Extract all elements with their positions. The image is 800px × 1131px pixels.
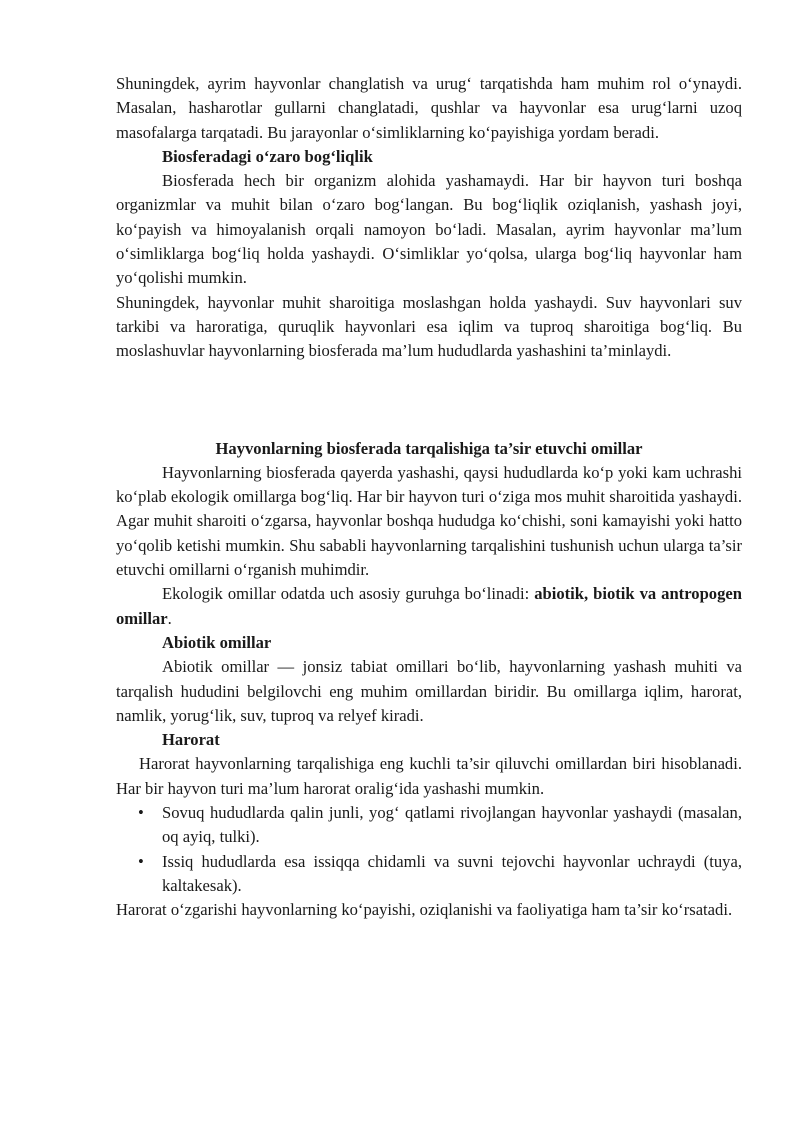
temperature-bullet-list: [116, 801, 742, 898]
paragraph-temperature: Harorat hayvonlarning tarqalishiga eng kuchli ta’sir qiluvchi omillardan biri hisoblanadi. Har bir hayvon turi ma’lum harorat oralig‘ida yashashi mumkin.: [116, 754, 742, 798]
paragraph-interdependence: Biosferada hech bir organizm alohida yashamaydi. Har bir hayvon turi boshqa organizmlar va muhit bilan o‘zaro bog‘langan. Bu bog‘liqlik oziqlanish, yashash joyi, ko‘payish va himoyalanish orqali namoyon bo‘ladi. Masalan, ayrim hayvonlar ma’lum o‘simliklarga bog‘liq holda yashaydi. O‘simliklar yo‘qolsa, ularga bog‘liq hayvonlar ham yo‘qolishi mumkin.: [116, 171, 742, 288]
list-item-text: Issiq hududlarda esa issiqqa chidamli va suvni tejovchi hayvonlar uchraydi (tuya, kaltakesak).: [162, 851, 742, 895]
paragraph-pollination: Shuningdek, ayrim hayvonlar changlatish va urug‘ tarqatishda ham muhim rol o‘ynaydi. Masalan, hasharotlar gullarni changlatadi, qushlar va hayvonlar esa urug‘larni uzoq masofalarga tarqatadi. Bu jarayonlar o‘simliklarning ko‘payishiga yordam beradi.: [116, 74, 742, 142]
heading-temperature: Harorat: [162, 730, 220, 750]
heading-distribution-factors: Hayvonlarning biosferada tarqalishiga ta’sir etuvchi omillar: [215, 438, 643, 458]
bullet-icon: •: [138, 803, 144, 823]
paragraph-distribution: Hayvonlarning biosferada qayerda yashashi, qaysi hududlarda ko‘p yoki kam uchrashi ko‘plab ekologik omillarga bog‘liq. Har bir hayvon turi o‘ziga mos muhit sharoitida yashaydi. Agar muhit sharoiti o‘zgarsa, hayvonlar boshqa hududga ko‘chishi, soni kamayishi yoki hatto yo‘qolib ketishi mumkin. Shu sababli hayvonlarning tarqalishini tushunish uchun ularga ta’sir etuvchi omillarni o‘rganish muhimdir.: [116, 462, 742, 580]
paragraph-temperature-effect: Harorat o‘zgarishi hayvonlarning ko‘payishi, oziqlanishi va faoliyatiga ham ta’sir ko‘rsatadi.: [116, 900, 733, 920]
list-item-text: Sovuq hududlarda qalin junli, yog‘ qatlami rivojlangan hayvonlar yashaydi (masalan, oq ayiq, tulki).: [162, 803, 742, 847]
list-item: [116, 801, 742, 850]
section-gap: [116, 364, 742, 437]
factor-groups-end: .: [167, 608, 172, 628]
factor-groups-bold: abiotik, biotik va antropogen omillar: [116, 584, 742, 628]
paragraph-adaptation: Shuningdek, hayvonlar muhit sharoitiga moslashgan holda yashaydi. Suv hayvonlari suv tarkibi va haroratiga, quruqlik hayvonlari esa iqlim va tuproq sharoitiga bog‘liq. Bu moslashuvlar hayvonlarning biosferada ma’lum hududlarda yashashini ta’minlaydi.: [116, 292, 742, 361]
heading-abiotic: Abiotik omillar: [162, 632, 272, 652]
bullet-icon: •: [138, 851, 144, 871]
heading-biosphere-interaction: Biosferadagi o‘zaro bog‘liqlik: [162, 146, 373, 166]
factor-groups-intro: Ekologik omillar odatda uch asosiy guruhga bo‘linadi:: [162, 584, 535, 604]
paragraph-abiotic: Abiotik omillar — jonsiz tabiat omillari bo‘lib, hayvonlarning yashash muhiti va tarqalish hududini belgilovchi eng muhim omillardan biridir. Bu omillarga iqlim, harorat, namlik, yorug‘lik, suv, tuproq va relyef kiradi.: [116, 657, 742, 725]
paragraph-factor-groups: [116, 582, 742, 631]
list-item: [116, 850, 742, 899]
